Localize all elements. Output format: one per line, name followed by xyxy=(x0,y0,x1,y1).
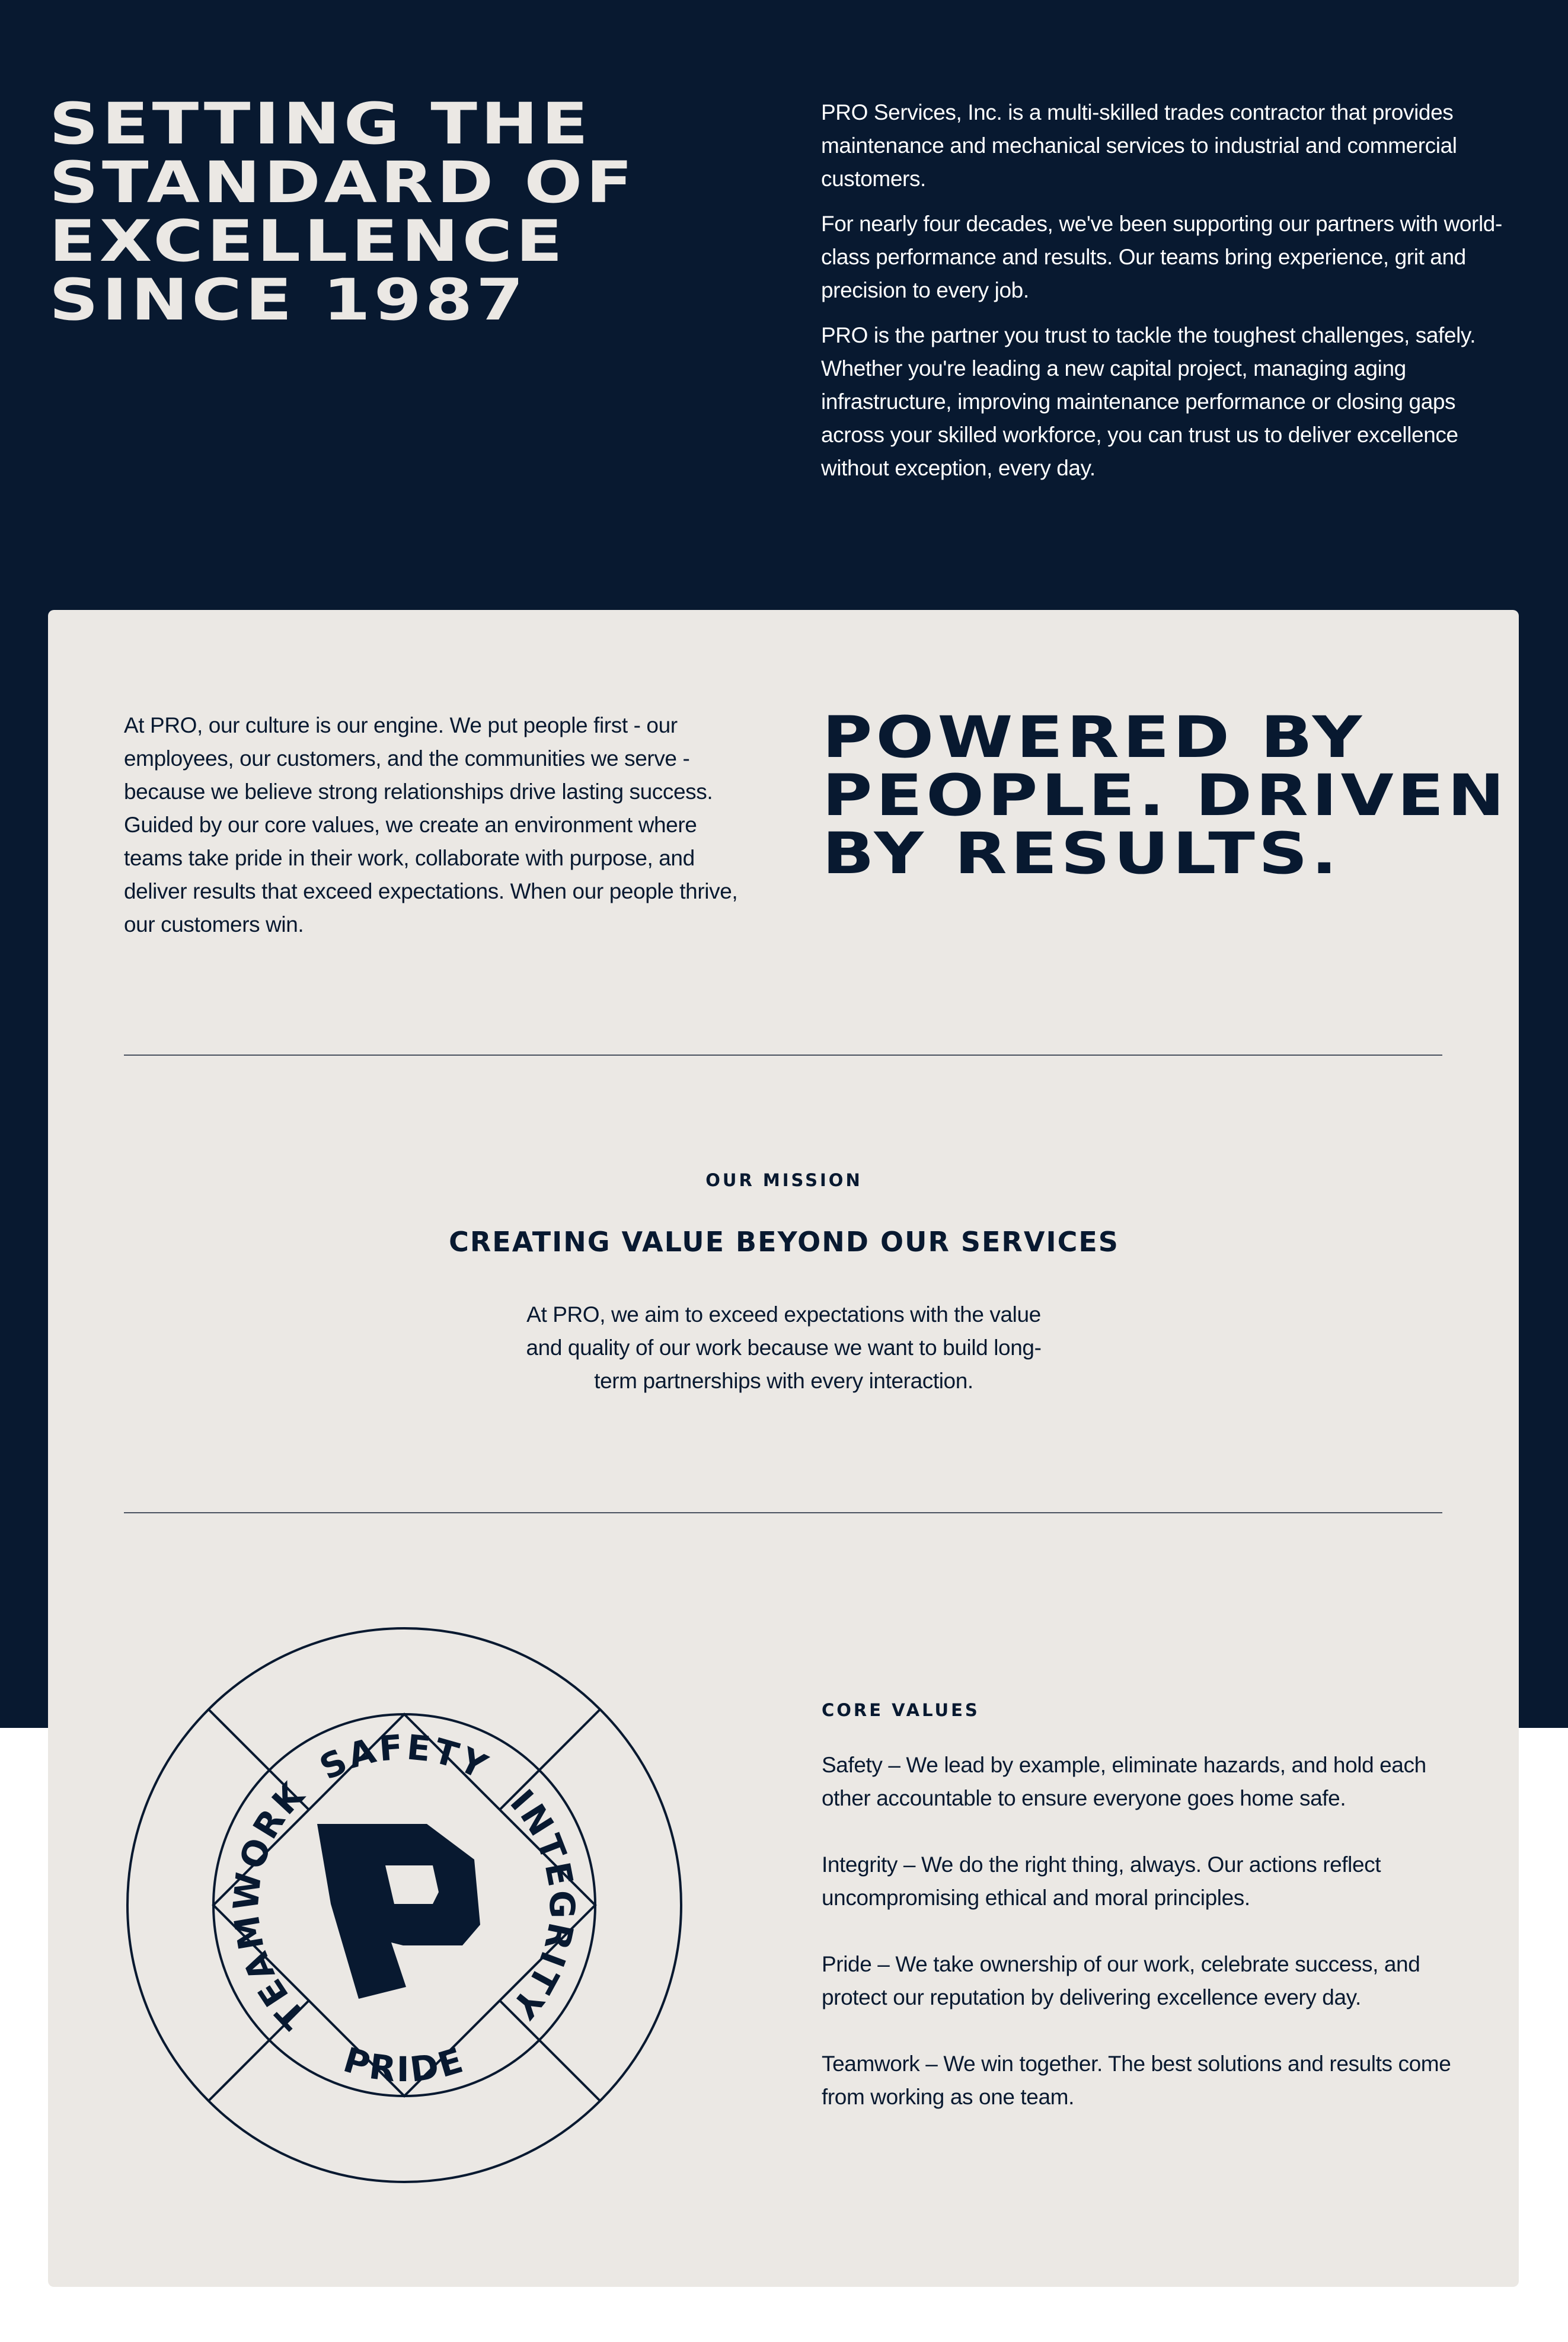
section-divider xyxy=(124,1055,1442,1056)
core-value-item: Safety – We lead by example, eliminate hazards, and hold each other accountable to ensure everyone goes home safe. xyxy=(822,1753,1426,1810)
mission-text: At PRO, we aim to exceed expectations with the value and quality of our work because we want to build long-term partnerships with every interaction. xyxy=(526,1302,1042,1393)
hero-paragraph: PRO Services, Inc. is a multi-skilled trades contractor that provides maintenance and mechanical services to industrial and commercial customers. xyxy=(821,100,1457,191)
core-values-eyebrow: CORE VALUES xyxy=(822,1700,980,1720)
culture-title: POWERED BY PEOPLE. DRIVEN BY RESULTS. xyxy=(822,704,1508,887)
core-value-item: Integrity – We do the right thing, always. Our actions reflect uncompromising ethical and moral principles. xyxy=(822,1852,1381,1910)
section-divider xyxy=(124,1512,1442,1513)
hero-description xyxy=(821,96,1524,497)
mission-heading: CREATING VALUE BEYOND OUR SERVICES xyxy=(449,1226,1119,1258)
core-value-item: Pride – We take ownership of our work, celebrate success, and protect our reputation by delivering excellence every day. xyxy=(822,1952,1420,2009)
emblem-label-safety: SAFETY xyxy=(313,1727,496,1788)
core-values-list xyxy=(822,1749,1456,2147)
core-value-item: Teamwork – We win together. The best solutions and results come from working as one team. xyxy=(822,2052,1451,2109)
core-values-emblem xyxy=(124,1625,684,2185)
hero-title: SETTING THE STANDARD OF EXCELLENCE SINCE 1987 xyxy=(49,91,637,333)
emblem-label-integrity: INTEGRITY xyxy=(502,1782,582,2028)
flag-logo-icon xyxy=(317,1824,480,1999)
emblem-label-pride: PRIDE xyxy=(338,2039,470,2090)
hero-paragraph: PRO is the partner you trust to tackle the toughest challenges, safely. Whether you're leading a new capital project, managing aging infrastructure, improving maintenance performance or closing gaps across your skilled workforce, you can trust us to deliver excellence without exception, every day. xyxy=(821,323,1476,480)
culture-text: At PRO, our culture is our engine. We put people first - our employees, our customers, and the communities we serve - because we believe strong relationships drive lasting success. Guided by our core values, we create an environment where teams take pride in their work, collaborate with purpose, and deliver results that exceed expectations. When our people thrive, our customers win. xyxy=(124,713,738,937)
hero-paragraph: For nearly four decades, we've been supporting our partners with world-class performance and results. Our teams bring experience, grit and precision to every job. xyxy=(821,212,1502,302)
mission-eyebrow: OUR MISSION xyxy=(705,1170,863,1190)
emblem-label-teamwork: TEAMWORK xyxy=(225,1774,314,2037)
